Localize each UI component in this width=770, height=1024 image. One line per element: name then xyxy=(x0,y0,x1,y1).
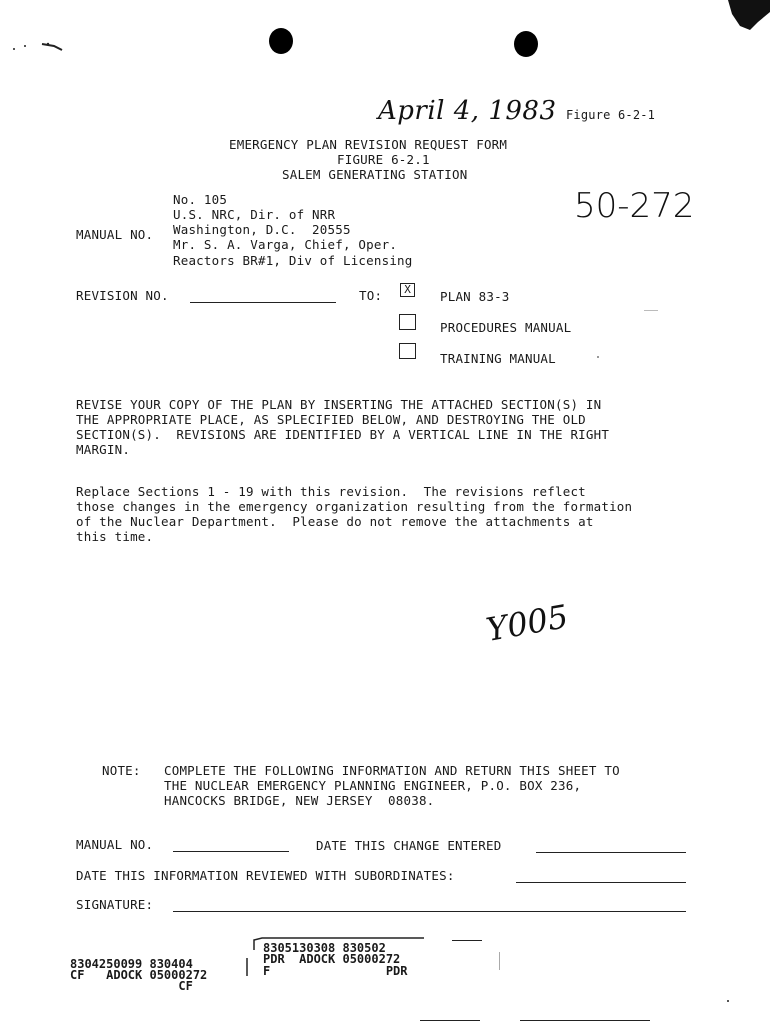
plan-option-label: PLAN 83-3 xyxy=(440,289,510,304)
note-line-3: HANCOCKS BRIDGE, NEW JERSEY 08038. xyxy=(164,793,435,808)
speck xyxy=(24,45,26,47)
stamp-left-line-3: CF xyxy=(70,979,193,993)
instruction-line-4: MARGIN. xyxy=(76,442,131,457)
station-name: SALEM GENERATING STATION xyxy=(282,167,468,182)
instruction-line-1: REVISE YOUR COPY OF THE PLAN BY INSERTING THE ATTACHED SECTION(S) IN xyxy=(76,397,602,412)
footer-dash-2 xyxy=(420,1020,480,1021)
body-line-3: of the Nuclear Department. Please do not remove the attachments at xyxy=(76,514,594,529)
punch-hole-right xyxy=(514,31,538,57)
manual-label: MANUAL NO. xyxy=(76,227,154,242)
stamp-right-line-3: F PDR xyxy=(263,964,408,978)
handwritten-code: Y005 xyxy=(483,597,571,649)
revision-number-field[interactable] xyxy=(190,302,336,303)
stamp-left-line-1: 8304250099 830404 xyxy=(70,957,193,971)
manual-line-1: No. 105 xyxy=(173,192,228,207)
date-entered-label: DATE THIS CHANGE ENTERED xyxy=(316,838,502,853)
stamp-left-line-2: CF ADOCK 05000272 xyxy=(70,968,208,982)
speck xyxy=(13,48,15,50)
footer-dash-3 xyxy=(520,1020,650,1021)
manual-line-3: Washington, D.C. 20555 xyxy=(173,222,351,237)
manual-line-4: Mr. S. A. Varga, Chief, Oper. xyxy=(173,237,398,252)
signature-label: SIGNATURE: xyxy=(76,897,154,912)
note-line-2: THE NUCLEAR EMERGENCY PLANNING ENGINEER, P.O. BOX 236, xyxy=(164,778,582,793)
corner-smudge xyxy=(710,0,770,30)
date-entered-field[interactable] xyxy=(536,852,686,853)
date-reviewed-label: DATE THIS INFORMATION REVIEWED WITH SUBORDINATES: xyxy=(76,868,455,883)
stamp-right-line-2: PDR ADOCK 05000272 xyxy=(263,952,401,966)
punch-hole-left xyxy=(269,28,293,54)
body-line-4: this time. xyxy=(76,529,154,544)
footer-dash-1 xyxy=(452,940,482,941)
signature-field[interactable] xyxy=(173,911,686,912)
note-line-1: COMPLETE THE FOLLOWING INFORMATION AND RETURN THIS SHEET TO xyxy=(164,763,620,778)
speck xyxy=(597,356,599,358)
instruction-line-3: SECTION(S). REVISIONS ARE IDENTIFIED BY A VERTICAL LINE IN THE RIGHT xyxy=(76,427,610,442)
manual-no-field-label: MANUAL NO. xyxy=(76,837,154,852)
handwritten-docket-number: 50-272 xyxy=(574,186,695,226)
manual-line-5: Reactors BR#1, Div of Licensing xyxy=(173,253,413,268)
note-label: NOTE: xyxy=(102,763,141,778)
date-reviewed-field[interactable] xyxy=(516,882,686,883)
handwritten-date: April 4, 1983 xyxy=(378,96,557,126)
instruction-line-2: THE APPROPRIATE PLACE, AS SPLECIFIED BELOW, AND DESTROYING THE OLD xyxy=(76,412,586,427)
body-line-2: those changes in the emergency organization resulting from the formation xyxy=(76,499,633,514)
speck xyxy=(727,1000,729,1002)
manual-no-field[interactable] xyxy=(173,851,289,852)
training-manual-checkbox[interactable] xyxy=(399,343,416,359)
stamp-right-line-1: 8305130308 830502 xyxy=(263,941,386,955)
body-line-1: Replace Sections 1 - 19 with this revision. The revisions reflect xyxy=(76,484,586,499)
revision-label: REVISION NO. xyxy=(76,288,169,303)
speck xyxy=(499,952,500,970)
form-title: EMERGENCY PLAN REVISION REQUEST FORM xyxy=(229,137,508,152)
to-label: TO: xyxy=(359,288,383,303)
procedures-manual-label: PROCEDURES MANUAL xyxy=(440,320,572,335)
figure-reference: Figure 6-2-1 xyxy=(566,108,656,122)
manual-line-2: U.S. NRC, Dir. of NRR xyxy=(173,207,336,222)
plan-checkbox[interactable]: X xyxy=(400,283,415,297)
form-figure: FIGURE 6-2.1 xyxy=(337,152,430,167)
speck xyxy=(644,310,658,311)
training-manual-label: TRAINING MANUAL xyxy=(440,351,556,366)
procedures-manual-checkbox[interactable] xyxy=(399,314,416,330)
stray-mark xyxy=(40,38,66,52)
